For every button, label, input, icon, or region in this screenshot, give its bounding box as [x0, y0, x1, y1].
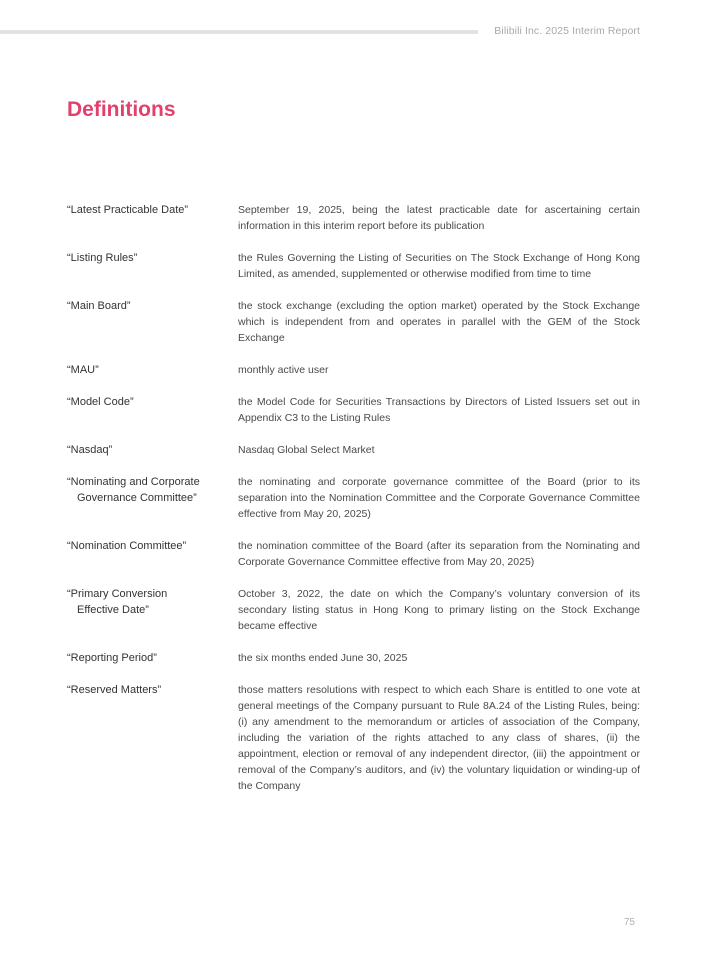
definition-row — [67, 586, 640, 634]
definition-term: “Nomination Committee” — [67, 540, 187, 552]
definition-text: the six months ended June 30, 2025 — [238, 652, 408, 664]
definition-term: “Nasdaq” — [67, 444, 113, 456]
definition-text: the Rules Governing the Listing of Securities on The Stock Exchange of Hong Kong Limited, as amended, supplemented or otherwise modified from time to time — [238, 252, 640, 280]
definition-row — [67, 650, 640, 666]
definition-row — [67, 394, 640, 426]
definition-row — [67, 250, 640, 282]
definition-row — [67, 362, 640, 378]
header-rule — [0, 30, 478, 34]
definition-term: “Model Code” — [67, 396, 134, 408]
report-header-title: Bilibili Inc. 2025 Interim Report — [494, 25, 640, 37]
definition-text: Nasdaq Global Select Market — [238, 444, 375, 456]
definition-row — [67, 442, 640, 458]
definition-row — [67, 538, 640, 570]
definition-term: “Listing Rules” — [67, 252, 138, 264]
definition-term: “Reserved Matters” — [67, 684, 162, 696]
definition-text: September 19, 2025, being the latest practicable date for ascertaining certain information in this interim report before its publication — [238, 204, 640, 232]
page-title: Definitions — [67, 98, 176, 121]
definition-text: those matters resolutions with respect to which each Share is entitled to one vote at general meetings of the Company pursuant to Rule 8A.24 of the Listing Rules, being: (i) any amendment to the memorandum or articles of association of the Company, including the variation of the rights attached to any class of shares, (ii) the appointment, election or removal of any independent director, (iii) the appointment or removal of the Company’s auditors, and (iv) the voluntary liquidation or winding-up of the Company — [238, 684, 640, 792]
definition-term: “Latest Practicable Date” — [67, 204, 189, 216]
definition-text: monthly active user — [238, 364, 329, 376]
definition-text: the Model Code for Securities Transactions by Directors of Listed Issuers set out in Appendix C3 to the Listing Rules — [238, 396, 640, 424]
definition-row — [67, 202, 640, 234]
definition-term: “Nominating and Corporate Governance Committee” — [67, 476, 200, 504]
definition-text: the stock exchange (excluding the option market) operated by the Stock Exchange which is independent from and operates in parallel with the GEM of the Stock Exchange — [238, 300, 640, 344]
definitions-list — [67, 202, 640, 810]
definition-term: “Main Board” — [67, 300, 131, 312]
definition-row — [67, 682, 640, 794]
definition-row — [67, 474, 640, 522]
definition-text: October 3, 2022, the date on which the Company’s voluntary conversion of its secondary listing status in Hong Kong to primary listing on the Stock Exchange became effective — [238, 588, 640, 632]
definition-text: the nominating and corporate governance committee of the Board (prior to its separation into the Nomination Committee and the Corporate Governance Committee effective from May 20, 2025) — [238, 476, 640, 520]
definition-text: the nomination committee of the Board (after its separation from the Nominating and Corporate Governance Committee effective from May 20, 2025) — [238, 540, 640, 568]
definition-term: “Reporting Period” — [67, 652, 157, 664]
definition-term: “MAU” — [67, 364, 99, 376]
page-number: 75 — [623, 917, 635, 928]
definition-row — [67, 298, 640, 346]
definition-term: “Primary Conversion Effective Date” — [67, 588, 168, 616]
